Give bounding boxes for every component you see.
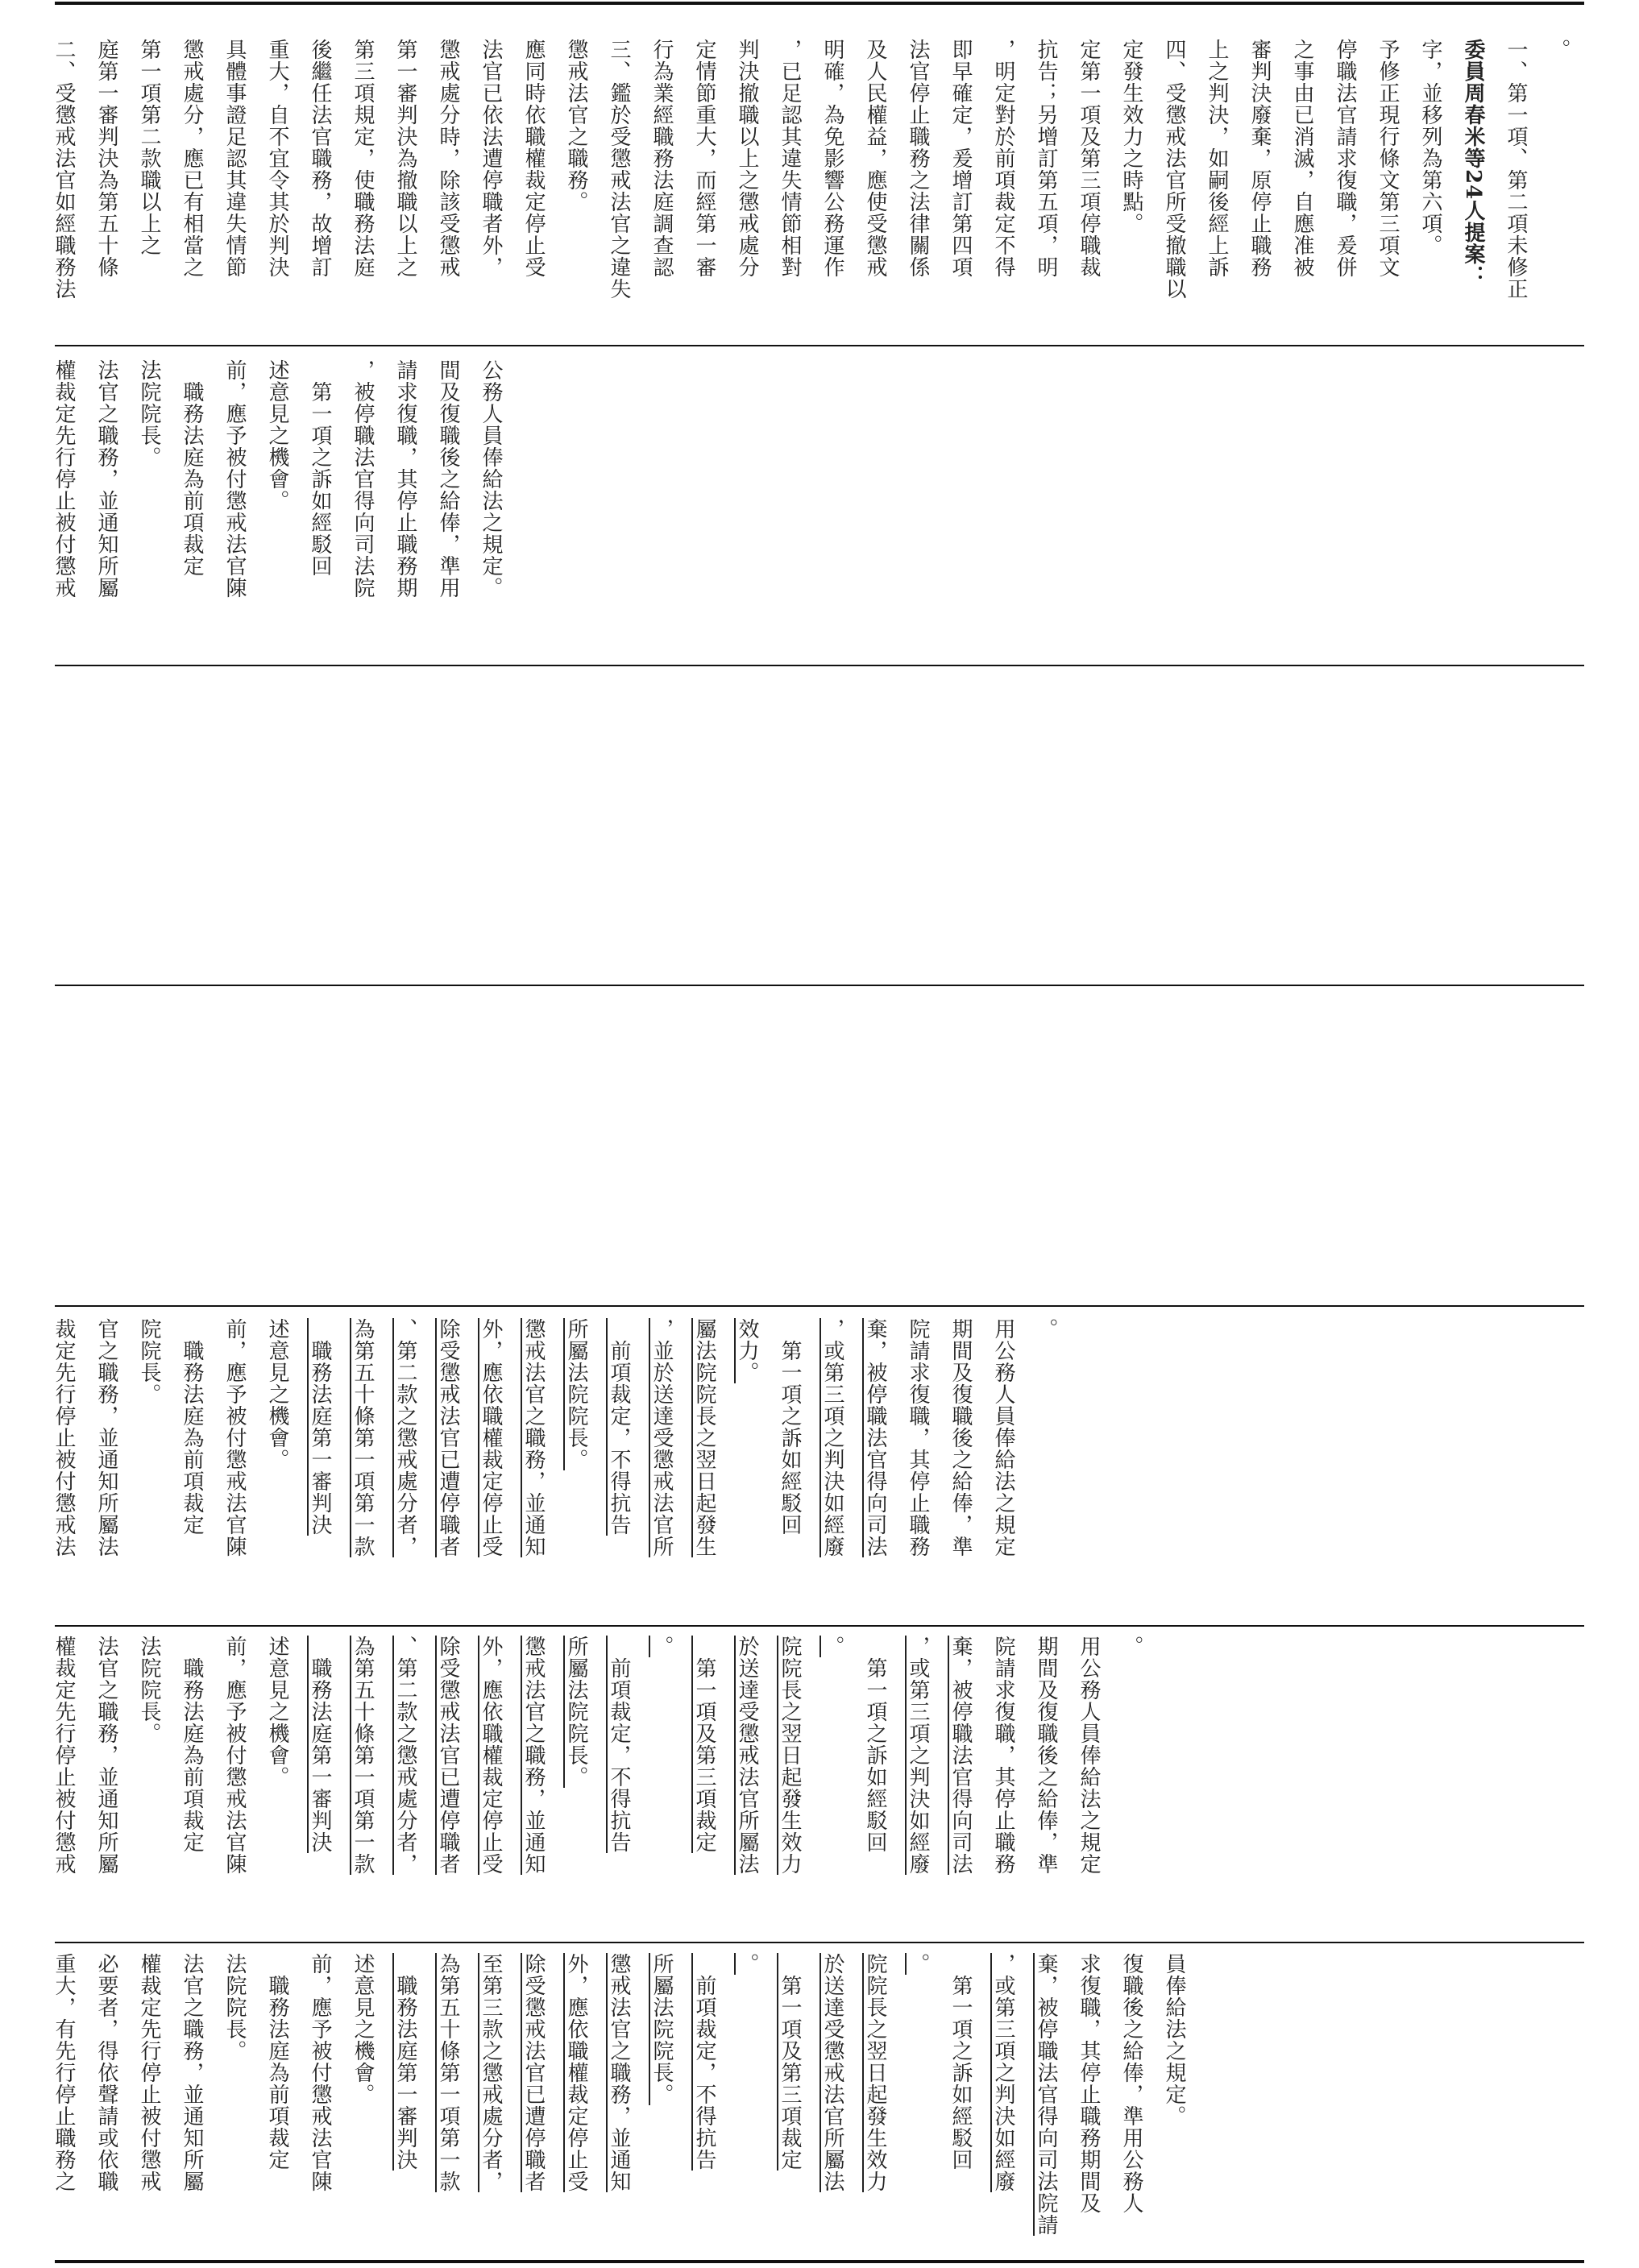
text-line: 法官停止職務之法律關係 — [906, 39, 930, 278]
text-line: 法官之職務，並通知所屬 — [94, 359, 118, 599]
text-line: 之事由已消滅，自應准被 — [1290, 39, 1314, 278]
text-line: ，或第三項之判決如經廢 — [991, 1953, 1015, 2192]
text-line: 第一項及第三項裁定 — [692, 1636, 716, 1853]
text-line: 職務法庭為前項裁定 — [180, 1318, 204, 1536]
text-line: 。 — [1034, 1318, 1058, 1340]
text-line: 法官之職務，並通知所屬 — [180, 1953, 204, 2192]
text-line: 外，應依職權裁定停止受 — [564, 1953, 588, 2192]
text-line: 除受懲戒法官已遭停職者 — [521, 1953, 546, 2192]
column-bottom-c — [42, 1953, 1589, 2251]
text-line: 定第一項及第三項停職裁 — [1077, 39, 1101, 278]
text-line: 前項裁定，不得抗告 — [607, 1318, 631, 1536]
text-line: 第一審判決為撤職以上之 — [393, 39, 417, 278]
text-line: 四、受懲戒法官所受撤職以 — [1162, 39, 1186, 300]
text-line: 懲戒處分，應已有相當之 — [180, 39, 204, 278]
text-line: ，已足認其違失情節相對 — [778, 39, 802, 278]
column-top-right — [42, 39, 1589, 329]
text-line: 職務法庭第一審判決 — [308, 1318, 332, 1536]
text-line: 求復職，其停止職務期間及 — [1077, 1953, 1101, 2214]
text-line: 員俸給法之規定。 — [1162, 1953, 1186, 2127]
text-line: 即早確定，爰增訂第四項 — [948, 39, 973, 278]
text-line: 前項裁定，不得抗告 — [607, 1636, 631, 1853]
text-line: 棄，被停職法官得向司法 — [948, 1636, 973, 1875]
text-line: 判決撤職以上之懲戒處分 — [735, 39, 759, 278]
text-line: 。 — [1546, 39, 1571, 60]
text-line: 述意見之機會。 — [351, 1953, 375, 2105]
text-line: 述意見之機會。 — [265, 359, 289, 512]
text-line: 懲戒法官之職務，並通知 — [607, 1953, 631, 2192]
text-line: 間及復職後之給俸，準用 — [436, 359, 460, 599]
text-line: 效力。 — [735, 1318, 759, 1383]
text-line: 二、受懲戒法官如經職務法 — [52, 39, 76, 300]
text-line: 停職法官請求復職，爰併 — [1333, 39, 1357, 278]
text-line: 職務法庭為前項裁定 — [265, 1953, 289, 2171]
text-line: 定發生效力之時點。 — [1119, 39, 1143, 234]
text-line: 。 — [820, 1636, 844, 1657]
text-line: 及人民權益，應使受懲戒 — [863, 39, 887, 278]
text-line: 前，應予被付懲戒法官陳 — [308, 1953, 332, 2192]
column-bottom-b — [42, 1636, 1589, 1926]
text-line: 。 — [649, 1636, 674, 1657]
text-line: 外，應依職權裁定停止受 — [479, 1636, 503, 1875]
text-line: 庭第一審判決為第五十條 — [94, 39, 118, 278]
text-line: 第一項第二款職以上之 — [137, 39, 161, 256]
text-line: 請求復職，其停止職務期 — [393, 359, 417, 599]
text-line: 所屬法院院長。 — [564, 1636, 588, 1788]
text-line: 院院長之翌日起發生效力 — [778, 1636, 802, 1875]
text-line: 除受懲戒法官已遭停職者 — [436, 1318, 460, 1557]
text-line: 院請求復職，其停止職務 — [991, 1636, 1015, 1875]
text-line: 所屬法院院長。 — [564, 1318, 588, 1470]
text-line: 三、鑑於受懲戒法官之違失 — [607, 39, 631, 300]
text-line: 法院院長。 — [137, 1636, 161, 1744]
text-line: 前，應予被付懲戒法官陳 — [222, 1636, 247, 1875]
text-line: 。 — [1119, 1636, 1143, 1657]
text-line: 定情節重大，而經第一審 — [692, 39, 716, 278]
text-line: 期間及復職後之給俸，準 — [948, 1318, 973, 1557]
text-line: 權裁定先行停止被付懲戒 — [52, 1636, 76, 1875]
column-bottom-a — [42, 1318, 1589, 1608]
text-line: 院請求復職，其停止職務 — [906, 1318, 930, 1557]
text-line: 法院院長。 — [222, 1953, 247, 2062]
text-line: 字，並移列為第六項。 — [1418, 39, 1442, 256]
text-line: 職務法庭第一審判決 — [308, 1636, 332, 1853]
text-line: 必要者，得依聲請或依職 — [94, 1953, 118, 2192]
text-line: 職務法庭第一審判決 — [393, 1953, 417, 2171]
text-line: 、第二款之懲戒處分者， — [393, 1636, 417, 1875]
text-line: 予修正現行條文第三項文 — [1376, 39, 1400, 278]
text-line: 屬法院院長之翌日起發生 — [692, 1318, 716, 1557]
text-line: 懲戒法官之職務。 — [564, 39, 588, 213]
row-rule-2 — [55, 665, 1584, 666]
text-line: 一、第一項、第二項未修正 — [1504, 39, 1528, 300]
text-line: 行為業經職務法庭調查認 — [649, 39, 674, 278]
text-line: 。 — [735, 1953, 759, 1975]
text-line: 為第五十條第一項第一款 — [351, 1636, 375, 1875]
text-line: 第一項之訴如經駁回 — [948, 1953, 973, 2171]
text-line: 權裁定先行停止被付懲戒 — [52, 359, 76, 599]
text-line: 前，應予被付懲戒法官陳 — [222, 1318, 247, 1557]
text-line: 棄，被停職法官得向司法院請 — [1034, 1953, 1058, 2236]
row-rule-4 — [55, 1305, 1584, 1307]
text-line: 除受懲戒法官已遭停職者 — [436, 1636, 460, 1875]
text-line: 具體事證足認其違失情節 — [222, 39, 247, 278]
row-rule-5 — [55, 1625, 1584, 1627]
text-line: 第一項之訴如經駁回 — [778, 1318, 802, 1536]
text-line: ，明定對於前項裁定不得 — [991, 39, 1015, 278]
text-line: 為第五十條第一項第一款 — [351, 1318, 375, 1557]
text-line: 為第五十條第一項第一款 — [436, 1953, 460, 2192]
text-line: 重大，自不宜令其於判決 — [265, 39, 289, 278]
text-line: 第一項及第三項裁定 — [778, 1953, 802, 2171]
text-line: ，或第三項之判決如經廢 — [820, 1318, 844, 1557]
text-line: 院院長。 — [137, 1318, 161, 1405]
text-line: 外，應依職權裁定停止受 — [479, 1318, 503, 1557]
text-line: 所屬法院院長。 — [649, 1953, 674, 2105]
column-top-mid — [42, 359, 1589, 649]
text-line: 官之職務，並通知所屬法 — [94, 1318, 118, 1557]
text-line: ，並於送達受懲戒法官所 — [649, 1318, 674, 1557]
text-line: 第三項規定，使職務法庭 — [351, 39, 375, 278]
text-line: 院院長之翌日起發生效力 — [863, 1953, 887, 2192]
bottom-rule — [55, 2260, 1584, 2263]
text-line: 於送達受懲戒法官所屬法 — [735, 1636, 759, 1875]
text-line: 懲戒處分時，除該受懲戒 — [436, 39, 460, 278]
text-line: 職務法庭為前項裁定 — [180, 1636, 204, 1853]
text-line: 於送達受懲戒法官所屬法 — [820, 1953, 844, 2192]
text-line: 期間及復職後之給俸，準 — [1034, 1636, 1058, 1875]
text-line: 第一項之訴如經駁回 — [863, 1636, 887, 1853]
text-line: 第一項之訴如經駁回 — [308, 359, 332, 577]
text-line: 述意見之機會。 — [265, 1636, 289, 1788]
text-line: 審判決廢棄，原停止職務 — [1247, 39, 1272, 278]
text-line: 職務法庭為前項裁定 — [180, 359, 204, 577]
text-line: 裁定先行停止被付懲戒法 — [52, 1318, 76, 1557]
row-rule-1 — [55, 345, 1584, 346]
text-line: ，被停職法官得向司法院 — [351, 359, 375, 599]
text-line: 法官之職務，並通知所屬 — [94, 1636, 118, 1875]
text-line: 法院院長。 — [137, 359, 161, 468]
text-line: 公務人員俸給法之規定。 — [479, 359, 503, 599]
text-line: 懲戒法官之職務，並通知 — [521, 1636, 546, 1875]
row-rule-6 — [55, 1942, 1584, 1943]
text-line: 後繼任法官職務，故增訂 — [308, 39, 332, 278]
text-line: 應同時依職權裁定停止受 — [521, 39, 546, 278]
text-line: 明確，為免影響公務運作 — [820, 39, 844, 278]
top-rule — [55, 2, 1584, 5]
text-line: 前項裁定，不得抗告 — [692, 1953, 716, 2171]
row-rule-3 — [55, 985, 1584, 986]
text-line: 權裁定先行停止被付懲戒 — [137, 1953, 161, 2192]
text-line: 懲戒法官之職務，並通知 — [521, 1318, 546, 1557]
text-line: 、第二款之懲戒處分者， — [393, 1318, 417, 1557]
text-line: 前，應予被付懲戒法官陳 — [222, 359, 247, 599]
text-line: 用公務人員俸給法之規定 — [991, 1318, 1015, 1557]
text-line: 棄，被停職法官得向司法 — [863, 1318, 887, 1557]
text-line: 上之判決，如嗣後經上訴 — [1205, 39, 1229, 278]
text-line: ，或第三項之判決如經廢 — [906, 1636, 930, 1875]
text-line: 復職後之給俸，準用公務人 — [1119, 1953, 1143, 2214]
text-line: 委員周春米等24人提案： — [1461, 39, 1485, 288]
text-line: 重大，有先行停止職務之 — [52, 1953, 76, 2192]
text-line: 。 — [906, 1953, 930, 1975]
text-line: 法官已依法遭停職者外， — [479, 39, 503, 278]
text-line: 述意見之機會。 — [265, 1318, 289, 1470]
text-line: 用公務人員俸給法之規定 — [1077, 1636, 1101, 1875]
text-line: 至第三款之懲戒處分者， — [479, 1953, 503, 2192]
text-line: 抗告；另增訂第五項，明 — [1034, 39, 1058, 278]
